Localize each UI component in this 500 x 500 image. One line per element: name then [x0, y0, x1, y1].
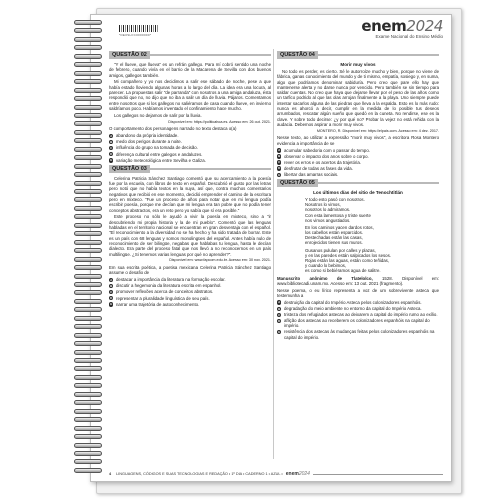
answer-option[interactable]: D representar a pluralidade linguística de seu país.: [110, 295, 210, 301]
spiral-ring: [74, 96, 102, 101]
barcode: [119, 25, 159, 32]
option-letter: A: [278, 148, 281, 153]
spiral-ring: [74, 468, 102, 473]
spiral-ring: [74, 426, 102, 431]
question-label: QUESTÃO 02: [109, 51, 150, 59]
spiral-ring: [74, 459, 102, 464]
spiral-ring: [74, 113, 102, 118]
spiral-ring: [74, 409, 102, 414]
option-letter: B: [278, 306, 281, 311]
left-column: [109, 49, 271, 308]
spiral-ring: [74, 105, 102, 110]
page-number: 4: [109, 472, 112, 476]
spiral-ring: [74, 307, 102, 312]
question-label: QUESTÃO 03: [109, 165, 150, 173]
q05-options: [277, 300, 439, 340]
question-label: QUESTÃO 05: [277, 179, 318, 187]
poem-line: Gusanos pululan por calles y plazas,: [305, 248, 376, 254]
spiral-ring: [74, 172, 102, 177]
q05-prompt: Nesse poema, o eu lírico representa a voz de um sobrevivente asteca que testemunha a: [277, 287, 439, 299]
question-03-header: [109, 165, 271, 173]
poem-line: Nosotros lo vimos,: [305, 202, 341, 208]
enem-subtitle: Exame Nacional do Ensino Médio: [375, 34, 443, 39]
spiral-ring: [74, 45, 102, 50]
option-letter: E: [110, 158, 113, 163]
q05-source: Manuscrito anônimo de Tlatelolco, 1528. Disponível em: www.bibliotecadi.unam.mx. Acesso em: 13 out. 2021 (fragmento).: [277, 275, 439, 286]
q02-paragraph: Los gallegos no dejamos de salir por la lluvia.: [114, 112, 202, 118]
spiral-ring: [74, 223, 102, 228]
q02-options: [109, 133, 271, 163]
enem-brand: [361, 17, 443, 39]
option-letter: B: [278, 154, 281, 159]
poem-line: los cabellos están esparcidos.: [305, 230, 363, 236]
answer-option[interactable]: E resistência dos astecas às mudanças feitas pelos colonizadores espanhóis na capital do império.: [278, 329, 435, 340]
q03-paragraph: Celerina Patricia Sánchez Santiago comentó que su acercamiento a la poesía fue por la escuela, con libros de texto en español. Descubrió el gusto por las letras pero notó que no había textos en la suya, así que, contra muchos comentarios negativos que recibió en ese momento, decidió emprender el camino de la escritura pero en mixteco. "Fue un proceso de años para notar que en mi lengua podía escribir poesía, porque me decían que mi lengua era tan pobre que no podía tener conceptos abstractos, era un reto pero yo sabía que sí era posible.": [109, 175, 271, 213]
spiral-ring: [74, 206, 102, 211]
spiral-ring: [74, 37, 102, 42]
option-letter: E: [278, 329, 281, 334]
question-label: QUESTÃO 04: [277, 51, 318, 59]
answer-option[interactable]: C tristeza dos refugiados astecas ao deixarem a capital do império rumo ao exílio.: [278, 312, 438, 318]
spiral-ring: [74, 375, 102, 380]
q04-title: Morir muy vivos: [340, 62, 376, 67]
spiral-ring: [74, 400, 102, 405]
answer-option[interactable]: A destruição da capital do Império Asteca pelos colonizadores espanhóis.: [278, 299, 422, 305]
barcode-text: *DE0SLFC0000000*: [119, 33, 152, 37]
q05-title: Los últimos días del sitio de Tenochtitlán: [313, 190, 403, 196]
q02-paragraph: Mi compañero y yo nos decidimos a salir ese sábado de noche, pese a que había estado lloviendo algunas horas a lo largo del día. La idea era una locura, al parecer. La propuestas salir "de parranda" con nosotros a una amiga andaluza, ésta respondió que no, no dijo que no iba a salir un día de lluvia. Pájaros. Comentamos entre nosotros que si los gallegos no saliéramos de casa cuando llueve, en invierno saldríamos poco. Habíamos inventado el confinamiento hace mucho.: [109, 79, 271, 111]
spiral-ring: [74, 147, 102, 152]
spiral-ring: [74, 366, 102, 371]
spiral-ring: [74, 181, 102, 186]
spiral-ring: [74, 189, 102, 194]
q04-options: [277, 148, 439, 178]
spiral-ring: [74, 383, 102, 388]
option-letter: C: [278, 160, 281, 165]
answer-option[interactable]: C rever os erros e os acertos da trajetória.: [278, 159, 362, 165]
answer-option[interactable]: E libertar das amarras sociais.: [278, 172, 339, 178]
poem-line: En los caminos yacen dardos rotos,: [305, 225, 374, 231]
spiral-ring: [74, 265, 102, 270]
spiral-ring: [74, 121, 102, 126]
poem-line: y en las paredes están salpicados los sesos.: [305, 253, 391, 259]
option-letter: A: [110, 277, 113, 282]
spiral-ring: [74, 358, 102, 363]
answer-option[interactable]: E variação meteorológica entre Sevilha e Galiza.: [110, 157, 206, 163]
spiral-ring: [74, 231, 102, 236]
footer-text: LINGUAGENS, CÓDIGOS E SUAS TECNOLOGIAS E REDAÇÃO • 1º DIA • CADERNO 1 • AZUL •: [116, 472, 283, 476]
poem-line: Y todo esto pasó con nosotros.: [305, 197, 365, 203]
right-column: [277, 49, 439, 341]
poem-line: nos vimos angustiados.: [305, 217, 351, 223]
poem-line: es como si bebiéramos agua de salitre.: [305, 268, 381, 274]
answer-option[interactable]: E narrar uma trajetória de autoconhecimento.: [110, 301, 200, 307]
spiral-ring: [74, 20, 102, 25]
poem-line: nosotros lo admiramos.: [305, 207, 351, 213]
option-letter: C: [278, 312, 281, 317]
spiral-ring: [74, 197, 102, 202]
answer-option[interactable]: C promover reflexões acerca de conceitos abstratos.: [110, 289, 214, 295]
spiral-ring: [74, 316, 102, 321]
spiral-ring: [74, 138, 102, 143]
spiral-ring: [74, 257, 102, 262]
q03-options: [109, 277, 271, 307]
option-letter: A: [278, 300, 281, 305]
spiral-ring: [74, 155, 102, 160]
spiral-ring: [74, 417, 102, 422]
option-letter: E: [110, 302, 113, 307]
column-divider: [273, 49, 274, 459]
spiral-ring: [74, 392, 102, 397]
spiral-ring: [74, 324, 102, 329]
spiral-ring: [74, 71, 102, 76]
spiral-ring: [74, 299, 102, 304]
option-letter: D: [110, 152, 113, 157]
spiral-ring: [74, 350, 102, 355]
q02-prompt: O comportamento dos personagens narrado no texto destaca o(a): [109, 126, 237, 132]
answer-option[interactable]: D desfrutar de todas as fases da vida.: [278, 165, 353, 171]
spiral-ring: [74, 282, 102, 287]
spiral-ring: [74, 240, 102, 245]
page-footer: [109, 470, 443, 478]
answer-option[interactable]: B observar o impacto dos anos sobre o corpo.: [278, 153, 369, 159]
poem-line: Con esta lamentosa y triste suerte: [305, 212, 371, 218]
spiral-binding: [74, 20, 104, 482]
answer-option[interactable]: A acumular sabedoria com o passar do tempo.: [278, 147, 370, 153]
spiral-ring: [74, 248, 102, 253]
answer-option[interactable]: A destacar a importância da literatura na formação escolar.: [110, 277, 226, 283]
spiral-ring: [74, 88, 102, 93]
q03-paragraph: Este proceso no sólo le ayudó a vivir la poesía en mixteco, sino a "ir descubriendo mi propia historia y la de mi pueblo". Comentó que las lenguas habladas en el territorio nacional se encuentran en gran desventaja con el español. "El reconocimiento a la diversidad no se ha hecho y ha sido tratada de borrar. Este es un país con 68 lenguas y somos monolingües del español. Antes había nulo de reconocimiento de ser bilingüe, negabas que hablabas tu lengua, hasta le decían dialecto. Era parte del proceso fatal que nos llevó a no reconocernos en un país multilingüe. ¿Si tenemos varias lenguas por qué no aprender?".: [109, 214, 271, 257]
spiral-ring: [74, 214, 102, 219]
answer-option[interactable]: D aflição dos astecas ao receberem os colonizadores espanhóis na capital do império.: [278, 318, 430, 329]
q04-paragraph: No todo es perder, es cierto. Sé le autorroíze mucho y bien, porque no viene de fábrica, ganas conocimiento del mundo y de ti mismo, empatía, sosiego y, en suma, algo que podríamos denominar sabiduría. Pero creo que pare ello hay que mantenerse alerta y no darse nunca por vencido. Pero también se sin tiempo para saldar cuentas. No creo que haya que dejarse llevar por el peso de las años como un tarfico podrido al que las olas arrojan finalmente a la playa. Uno siempre puede intentar sacarlos alguna de las piedras que lleva a la espalda. Esto es lo más rudo: nunca es ahorcó a decir, cumplir en la medida de lo posible tus deseos arrumbados, rescatar algún sueño que quedó en la cuneta. No rendirse, ese es la clave. Y sobre todo decirse: ¿y por qué no? Probar la vejez no está reñida con la audacia. Debemos aspirar a morir muy vivos.: [277, 69, 439, 127]
answer-option[interactable]: D diferença cultural entre galegos e andaluzes.: [110, 151, 203, 157]
q02-source: Disponível em: https://politicahoa.es. Acesso em: 26 out. 2021.: [168, 119, 271, 124]
poem-line: enrojecidos tienen sus muros.: [305, 240, 363, 246]
spiral-ring: [74, 164, 102, 169]
spiral-ring: [74, 333, 102, 338]
q03-source: Disponível em: www.fapcom.edu.br. Acesso em: 30 nov. 2021.: [169, 258, 271, 263]
spiral-ring: [74, 79, 102, 84]
answer-option[interactable]: A abandono da própria identidade.: [110, 133, 179, 139]
exam-page: [90, 14, 452, 482]
answer-option[interactable]: B degradação do meio ambiente no entorno da capital do Império Asteca.: [278, 306, 422, 311]
q05-poem: [277, 197, 439, 273]
spiral-ring: [74, 130, 102, 135]
spiral-ring: [74, 62, 102, 67]
question-02-header: [109, 51, 271, 59]
question-04-header: [277, 51, 439, 59]
spiral-ring: [74, 434, 102, 439]
spiral-ring: [74, 290, 102, 295]
answer-option[interactable]: B medo dos perigos durante a noite.: [110, 139, 182, 145]
q03-prompt: Em sua escrita poética, a poetisa mexicana Celerina Patricia Sánchez Santiago assume o desafio de: [109, 265, 271, 276]
answer-option[interactable]: B discutir a hegemonia da literatura escrita em espanhol.: [110, 283, 222, 289]
q02-paragraph: "Y el llueve, que llueva" es un refrán gallego. Para mí cobró sentido una noche de febrero, cuando vivía en el barrio de la Macarena de Sevilla con dos buenos amigos, gallegos también.: [109, 62, 271, 78]
option-letter: B: [110, 139, 113, 144]
answer-option[interactable]: C influência do grupo na tomada de decisão.: [110, 145, 198, 151]
q04-prompt: Nesse texto, ao utilizar a expressão "morir muy vivos", a escritora Rosa Montero evidencia a importância de se: [277, 135, 439, 146]
poem-line: Rojas están las aguas, están como teñidas,: [305, 258, 390, 264]
spiral-ring: [74, 451, 102, 456]
spiral-ring: [74, 443, 102, 448]
spiral-ring: [74, 341, 102, 346]
option-letter: C: [110, 145, 113, 150]
q04-source: MONTERO, R. Disponível em: https://elpais.com. Acesso em: 4 dez. 2017.: [316, 128, 439, 133]
question-05-header: [277, 179, 439, 187]
poem-line: y cuando lo bebimos,: [305, 263, 347, 269]
option-letter: A: [110, 133, 113, 138]
option-letter: D: [278, 318, 281, 323]
option-letter: E: [278, 172, 281, 177]
option-letter: D: [110, 296, 113, 301]
option-letter: D: [278, 166, 281, 171]
spiral-ring: [74, 28, 102, 33]
option-letter: C: [110, 289, 113, 294]
spiral-ring: [74, 274, 102, 279]
enem-logo: enem2024: [361, 17, 443, 35]
footer-enem-logo: enem2024: [285, 471, 310, 477]
spiral-ring: [74, 54, 102, 59]
poem-line: Destechadas están las casas,: [305, 235, 363, 241]
option-letter: B: [110, 283, 113, 288]
